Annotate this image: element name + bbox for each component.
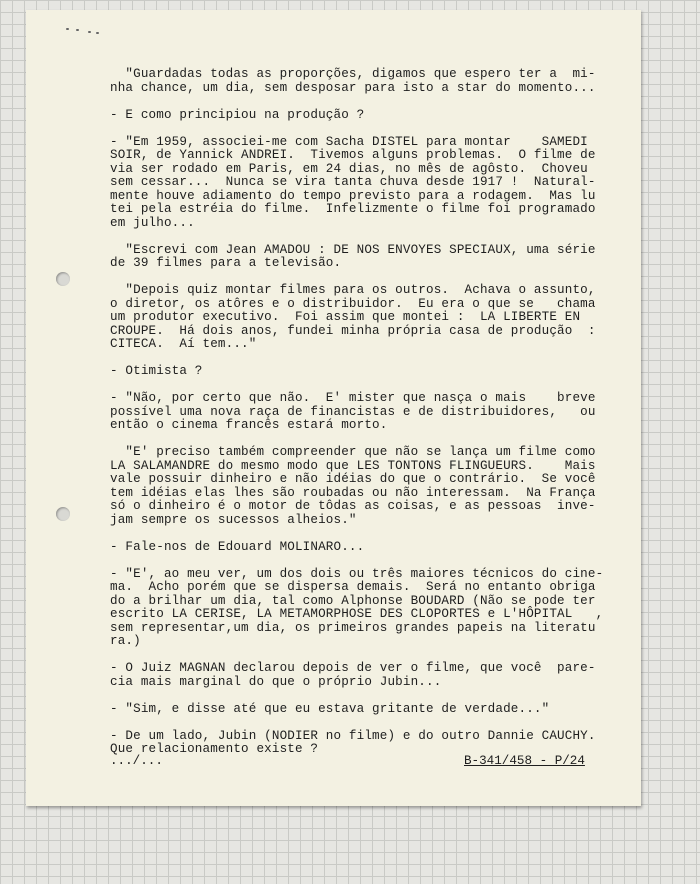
text-line: - E como principiou na produção ? bbox=[110, 107, 365, 122]
text-line: em julho... bbox=[110, 215, 195, 230]
text-line: - Otimista ? bbox=[110, 364, 203, 378]
text-line: então o cinema francês estará morto. bbox=[110, 418, 388, 432]
text-line: só o dinheiro é o motor de tôdas as coisas, e as pessoas inve- bbox=[110, 499, 596, 513]
text-line: do a brilhar um dia, tal como Alphonse BOUDARD (Não se pode ter bbox=[110, 593, 596, 608]
text-line: CROUPE. Há dois anos, fundei minha própria casa de produção : bbox=[110, 323, 596, 338]
text-line: mente houve adiamento do tempo previsto para a rodagem. Mas lu bbox=[110, 188, 596, 203]
blank-line bbox=[110, 379, 630, 393]
blank-line bbox=[110, 352, 630, 366]
page-reference: B-341/458 - P/24 bbox=[464, 754, 585, 768]
text-line: LA SALAMANDRE do mesmo modo que LES TONTONS FLINGUEURS. Mais bbox=[110, 458, 596, 473]
blank-line bbox=[110, 230, 630, 244]
blank-line bbox=[110, 716, 630, 730]
text-line: tei pela estréia do filme. Infelizmente o filme foi programado bbox=[110, 202, 596, 216]
text-line: "Guardadas todas as proporções, digamos que espero ter a mi- bbox=[110, 67, 596, 81]
text-line: - De um lado, Jubin (NODIER no filme) e do outro Dannie CAUCHY. bbox=[110, 728, 596, 743]
text-line: um produtor executivo. Foi assim que montei : LA LIBERTE EN bbox=[110, 310, 581, 324]
text-line: nha chance, um dia, sem desposar para isto a star do momento... bbox=[110, 80, 596, 95]
punch-hole bbox=[56, 507, 70, 521]
text-line: ma. Acho porém que se dispersa demais. Será no entanto obriga bbox=[110, 580, 596, 594]
blank-line bbox=[110, 689, 630, 703]
text-line: Que relacionamento existe ? bbox=[110, 742, 319, 756]
typewritten-text bbox=[110, 68, 630, 757]
text-line: cia mais marginal do que o próprio Jubin... bbox=[110, 674, 442, 689]
text-line: sem cessar... Nunca se vira tanta chuva desde 1917 ! Natural- bbox=[110, 175, 596, 189]
blank-line bbox=[110, 122, 630, 136]
text-line: tem idéias elas lhes são roubadas ou não interessam. Na França bbox=[110, 485, 596, 500]
document-page bbox=[26, 10, 641, 806]
text-line: - "Em 1959, associei-me com Sacha DISTEL para montar SAMEDI bbox=[110, 134, 588, 149]
text-line: ra.) bbox=[110, 634, 141, 648]
blank-line bbox=[110, 649, 630, 663]
text-line: de 39 filmes para a televisão. bbox=[110, 256, 342, 270]
text-line: vale possuir dinheiro e não idéias do que o contrário. Se você bbox=[110, 472, 596, 486]
text-line: - O Juiz MAGNAN declarou depois de ver o filme, que você pare- bbox=[110, 661, 596, 675]
text-line: - "Não, por certo que não. E' mister que nasça o mais breve bbox=[110, 391, 596, 405]
ink-smudge bbox=[66, 26, 106, 34]
blank-line bbox=[110, 554, 630, 568]
blank-line bbox=[110, 433, 630, 447]
punch-hole bbox=[56, 272, 70, 286]
text-line: "Escrevi com Jean AMADOU : DE NOS ENVOYES SPECIAUX, uma série bbox=[110, 242, 596, 257]
text-line: via ser rodado em Paris, em 24 dias, no mês de agôsto. Choveu bbox=[110, 161, 588, 176]
text-line: possível uma nova raça de financistas e de distribuidores, ou bbox=[110, 404, 596, 419]
text-line: - "E', ao meu ver, um dos dois ou três maiores técnicos do cine- bbox=[110, 566, 604, 581]
text-line: "E' preciso também compreender que não se lança um filme como bbox=[110, 445, 596, 459]
continuation-mark: .../... bbox=[110, 754, 163, 768]
blank-line bbox=[110, 95, 630, 109]
text-line: - Fale-nos de Edouard MOLINARO... bbox=[110, 539, 365, 554]
text-line: jam sempre os sucessos alheios." bbox=[110, 512, 357, 527]
text-line: "Depois quiz montar filmes para os outros. Achava o assunto, bbox=[110, 283, 596, 297]
text-line: o diretor, os atôres e o distribuidor. Eu era o que se chama bbox=[110, 296, 596, 311]
blank-line bbox=[110, 271, 630, 285]
blank-line bbox=[110, 527, 630, 541]
text-line: escrito LA CERISE, LA METAMORPHOSE DES CLOPORTES e L'HÔPITAL , bbox=[110, 607, 604, 621]
text-line: sem representar,um dia, os primeiros grandes papeis na literatu bbox=[110, 620, 596, 635]
text-line: CITECA. Aí tem..." bbox=[110, 337, 257, 351]
text-line: SOIR, de Yannick ANDREI. Tivemos alguns problemas. O filme de bbox=[110, 148, 596, 162]
text-line: - "Sim, e disse até que eu estava gritante de verdade..." bbox=[110, 701, 550, 716]
